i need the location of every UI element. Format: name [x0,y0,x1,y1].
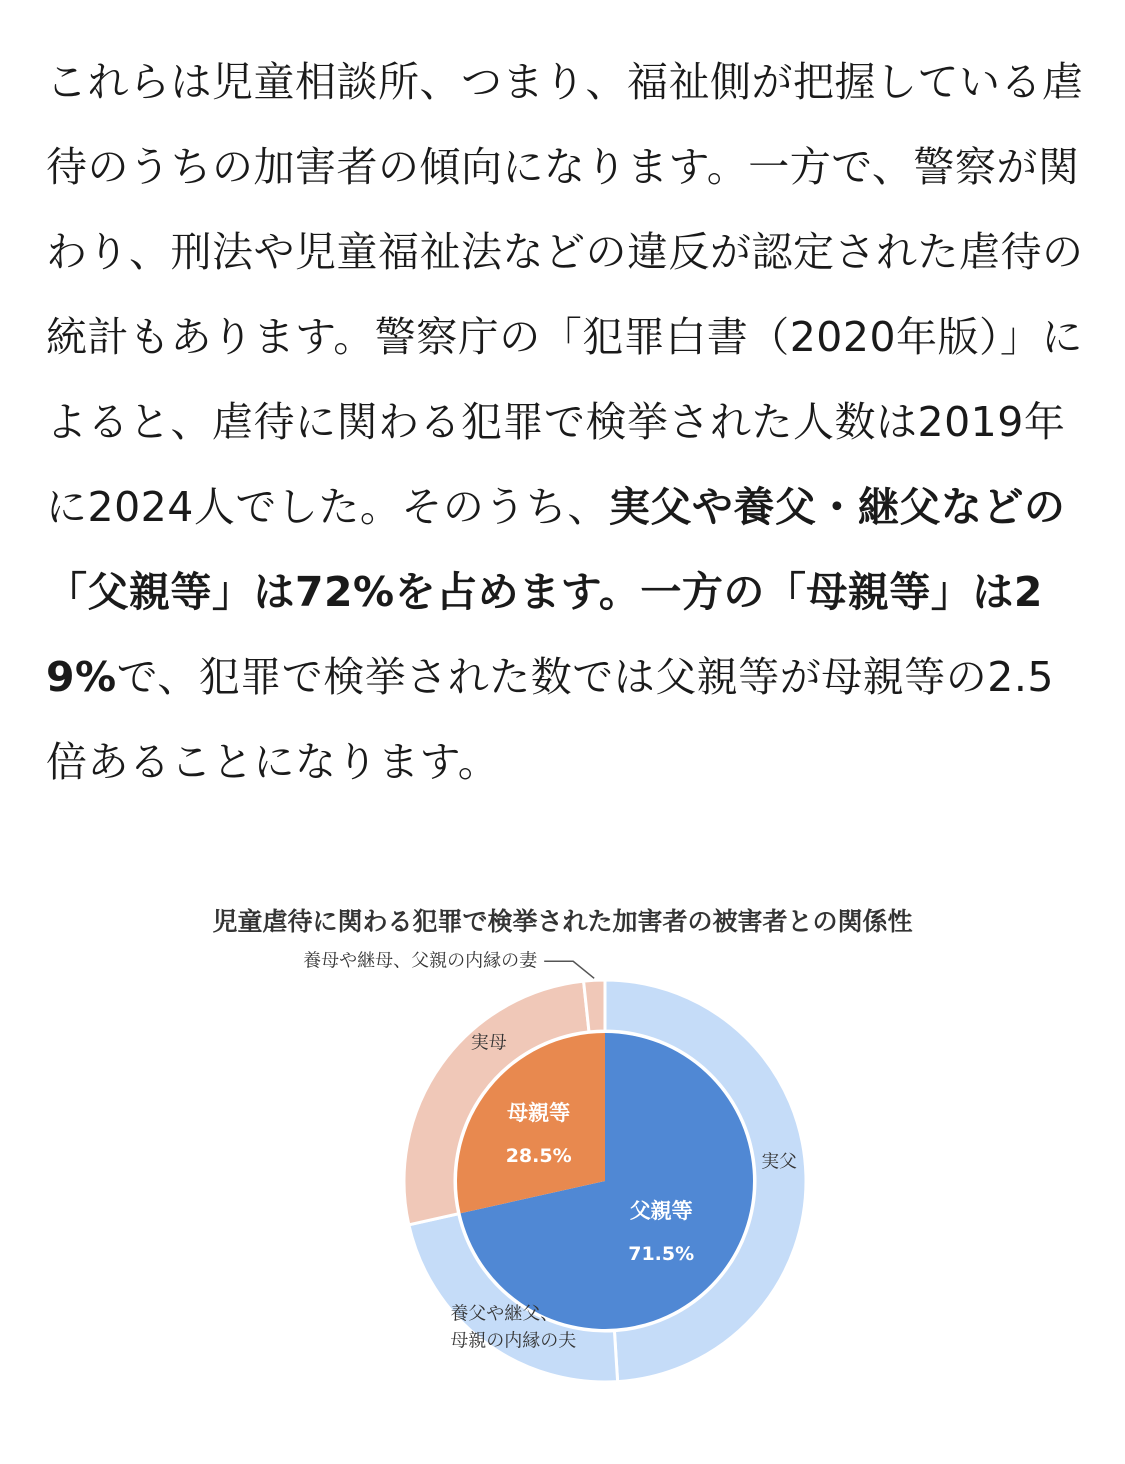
inner-slice-name-0: 父親等 [629,1199,693,1224]
article-body [46,40,1086,805]
outer-label-stepmother: 養母や継母、父親の内縁の妻 [303,950,538,972]
article-bold-text: 実父や養父・継父などの「父親等」は72%を占めます。一方の「母親等」は29% [46,483,1066,701]
nested-pie-chart [0,880,1125,1464]
inner-slice-name-1: 母親等 [507,1100,571,1125]
outer-label-stepfather-line2: 母親の内縁の夫 [450,1330,577,1352]
outer-label-jitsufu: 実父 [761,1151,798,1173]
chart-figure [0,880,1125,1464]
article-paragraph [46,40,1086,805]
inner-slice-value-0: 71.5% [628,1243,695,1266]
article-text-2: で、犯罪で検挙された数では父親等が母親等の2.5倍あることになります。 [46,653,1054,786]
leader-line [544,961,594,978]
chart-title: 児童虐待に関わる犯罪で検挙された加害者の被害者との関係性 [212,907,913,936]
outer-label-jitsubo: 実母 [470,1032,507,1054]
outer-slice-3 [584,980,605,1032]
inner-slice-value-1: 28.5% [505,1144,572,1167]
outer-label-stepfather-line1: 養父や継父、 [450,1303,559,1325]
article-text-1: これらは児童相談所、つまり、福祉側が把握している虐待のうちの加害者の傾向になります。一方で、警察が関わり、刑法や児童福祉法などの違反が認定された虐待の統計もあります。警察庁の「犯罪白書（2020年版）」によると、虐待に関わる犯罪で検挙された人数は2019年に2024人でした。そのうち、 [46,58,1084,531]
